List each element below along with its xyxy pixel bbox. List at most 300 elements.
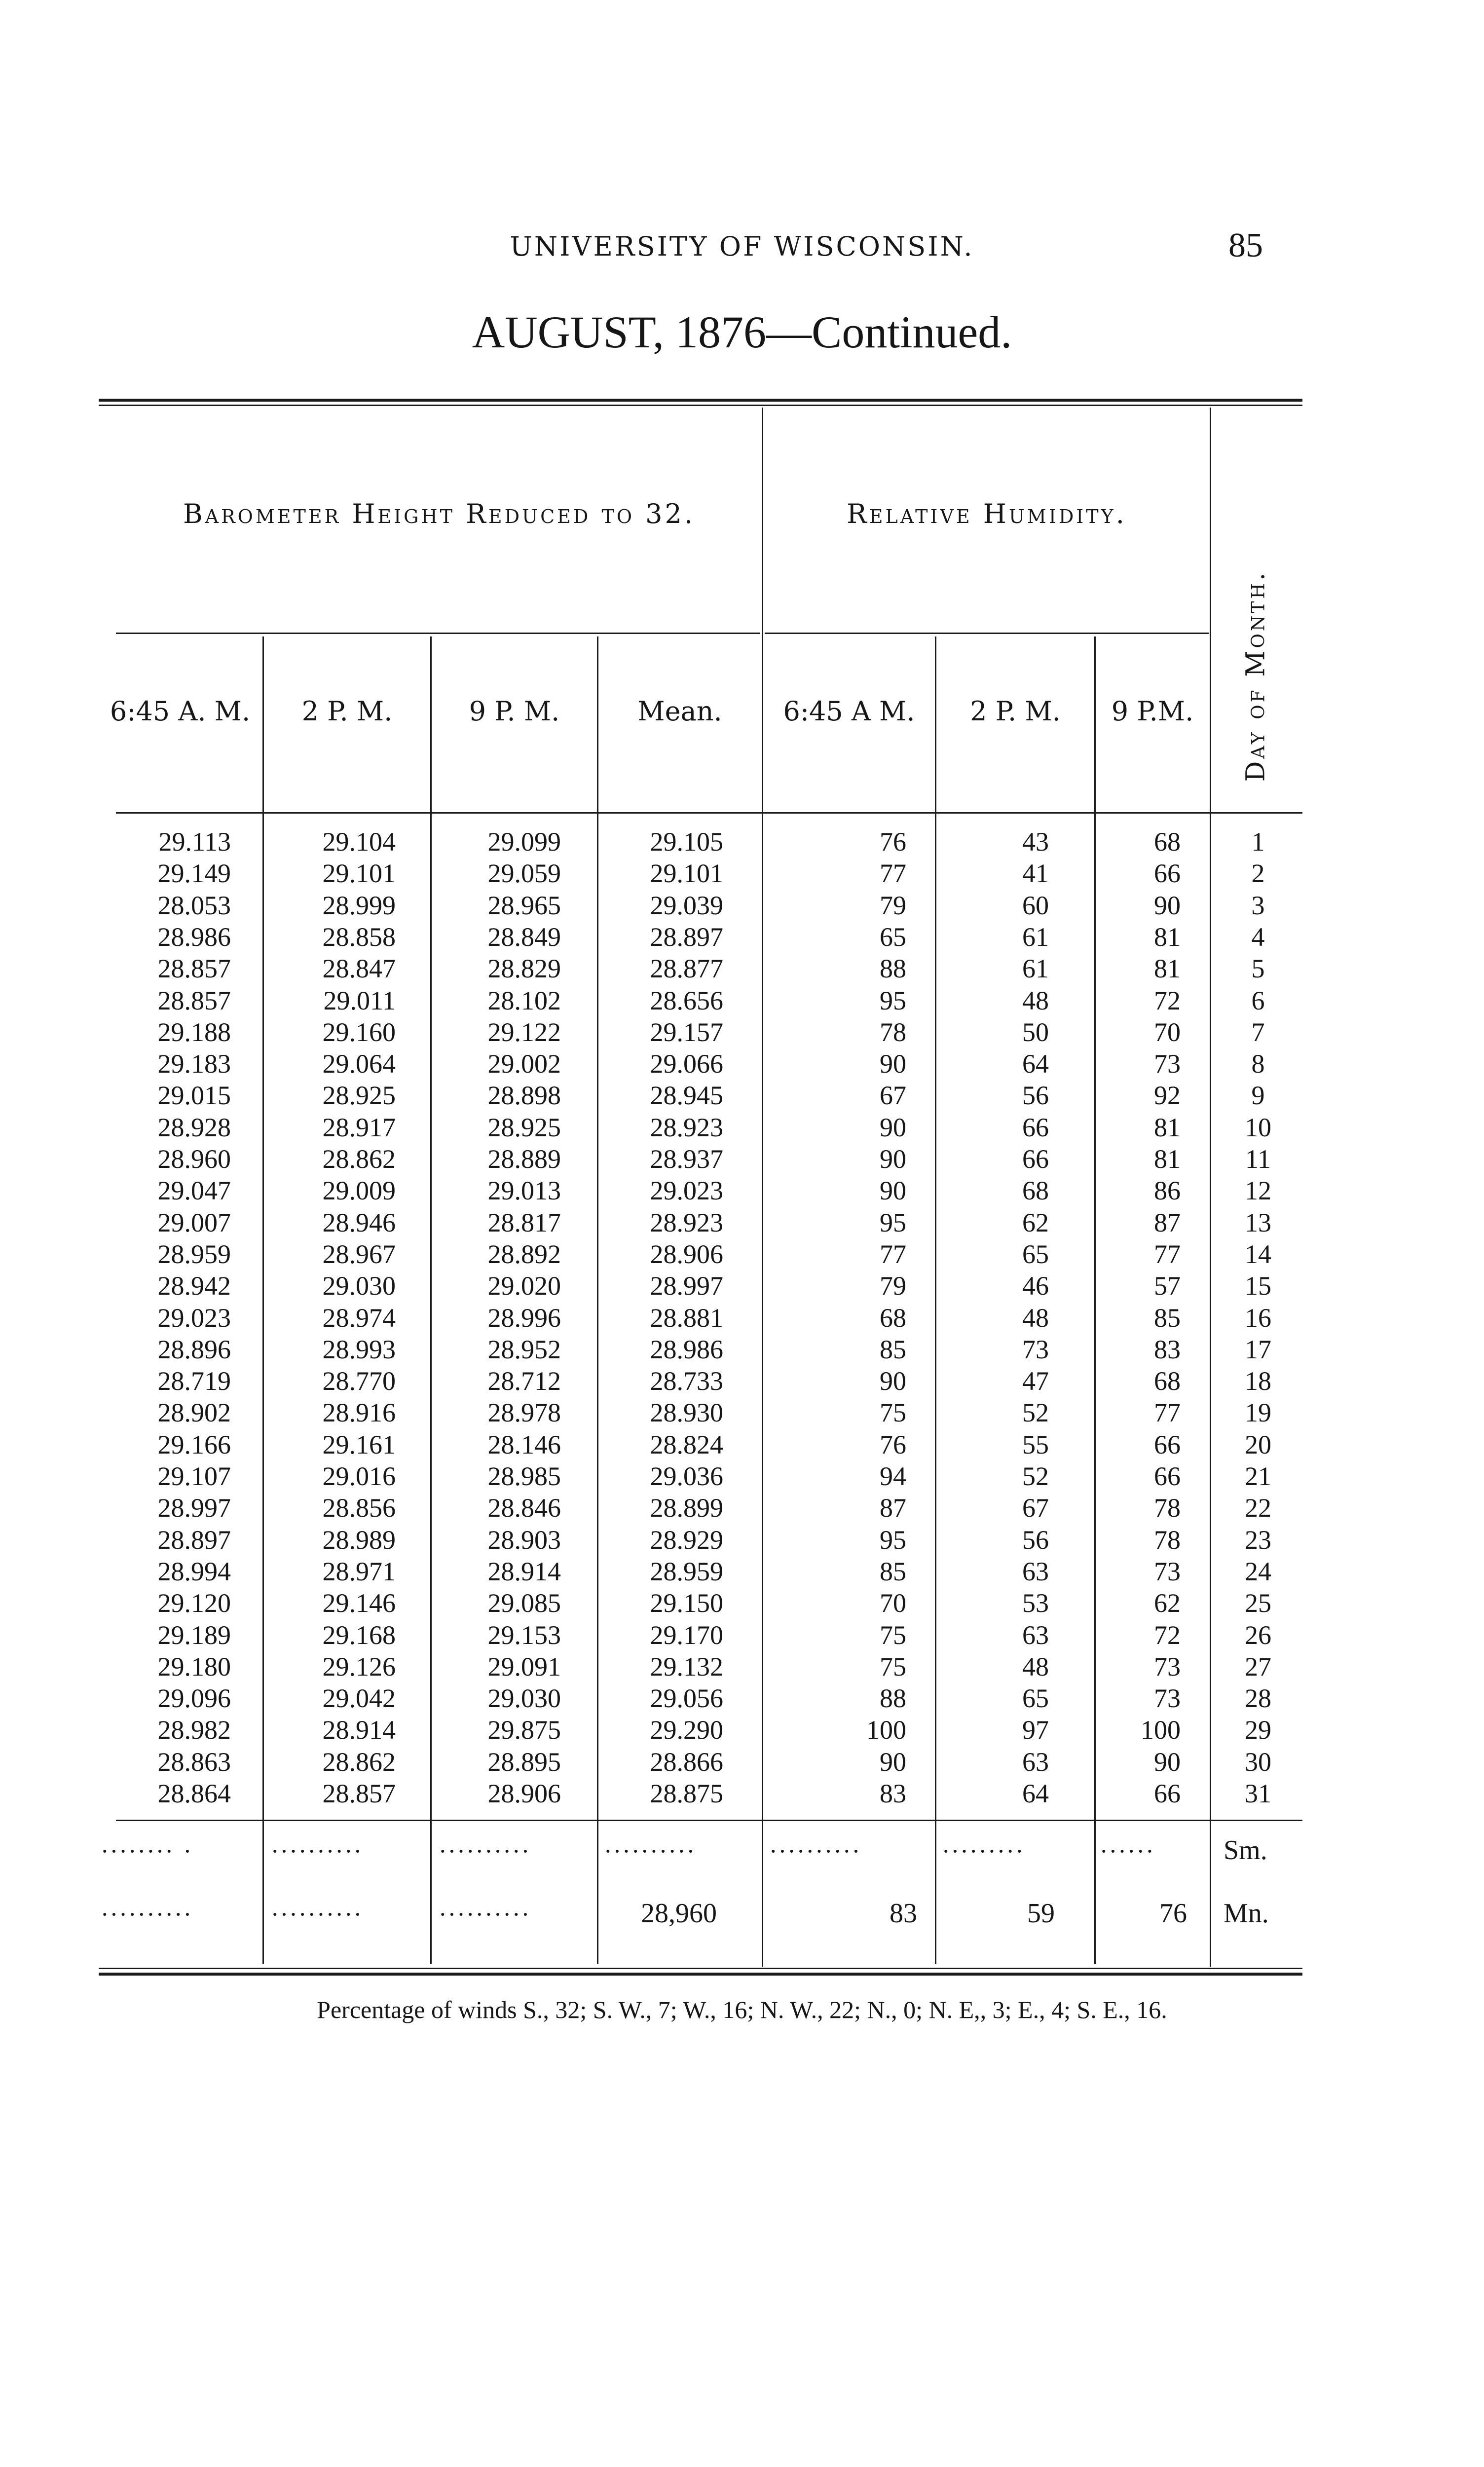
cell-baro-am: 29.183 [157,1049,231,1079]
cell-hum-am: 77 [880,859,906,889]
cell-baro-am: 28.857 [157,985,231,1015]
cell-hum-am: 88 [880,1683,906,1714]
col-hum-2pm: 2 P. M. [970,696,1061,727]
cell-baro-mean: 29.023 [650,1176,723,1206]
dot-leader: ·········· [271,1901,364,1928]
cell-hum-am: 67 [880,1081,906,1111]
cell-baro-2pm: 29.168 [322,1620,396,1650]
cell-baro-am: 28.982 [157,1715,231,1745]
cell-baro-am: 28.719 [157,1366,231,1396]
cell-baro-mean: 28.997 [650,1271,723,1301]
cell-hum-9pm: 78 [1154,1493,1181,1523]
cell-hum-9pm: 62 [1154,1588,1181,1618]
cell-day: 9 [1251,1081,1265,1111]
cell-baro-9pm: 28.898 [487,1081,561,1111]
cell-hum-9pm: 90 [1154,890,1181,920]
table-row [0,1556,1302,1587]
cell-baro-9pm: 28.817 [487,1207,561,1237]
table-row [0,1016,1302,1048]
cell-baro-am: 28.902 [157,1398,231,1428]
cell-hum-am: 79 [880,890,906,920]
cell-hum-am: 95 [880,1207,906,1237]
table-row [0,1334,1302,1365]
cell-hum-am: 70 [880,1588,906,1618]
table-row [0,858,1302,889]
table-row [0,1524,1302,1556]
cell-baro-2pm: 29.030 [322,1271,396,1301]
cell-hum-am: 100 [866,1715,906,1745]
cell-hum-am: 95 [880,985,906,1015]
cell-baro-9pm: 28.146 [487,1429,561,1459]
col-baro-mean: Mean. [637,696,722,727]
top-rule [99,399,1302,402]
cell-baro-2pm: 28.917 [322,1112,396,1142]
cell-baro-mean: 28.656 [650,985,723,1015]
cell-hum-2pm: 46 [1022,1271,1049,1301]
cell-baro-9pm: 29.875 [487,1715,561,1745]
cell-day: 23 [1245,1525,1271,1555]
table-row [0,1143,1302,1175]
cell-hum-9pm: 73 [1154,1651,1181,1682]
cell-hum-2pm: 63 [1022,1556,1049,1586]
cell-baro-am: 29.113 [158,827,231,857]
hum-subrule [765,633,1209,634]
cell-hum-2pm: 56 [1022,1525,1049,1555]
cell-hum-2pm: 60 [1022,890,1049,920]
cell-baro-9pm: 29.085 [487,1588,561,1618]
cell-baro-9pm: 28.906 [487,1779,561,1808]
cell-baro-2pm: 28.857 [322,1779,396,1808]
cell-baro-am: 28.863 [157,1747,231,1777]
cell-hum-am: 76 [880,1429,906,1459]
cell-baro-mean: 29.036 [650,1461,723,1491]
cell-hum-2pm: 43 [1022,827,1049,857]
cell-hum-9pm: 66 [1154,1429,1181,1459]
cell-baro-mean: 28.897 [650,922,723,952]
cell-hum-am: 90 [880,1747,906,1777]
cell-hum-am: 85 [880,1334,906,1364]
page-number: 85 [1228,226,1263,264]
cell-day: 31 [1245,1779,1271,1808]
cell-hum-2pm: 66 [1022,1112,1049,1142]
cell-baro-am: 28.986 [157,922,231,952]
cell-hum-9pm: 81 [1154,1112,1181,1142]
cell-hum-am: 75 [880,1651,906,1682]
table-row [0,826,1302,858]
cell-day: 19 [1245,1398,1271,1428]
cell-hum-am: 85 [880,1556,906,1586]
cell-baro-9pm: 28.965 [487,890,561,920]
cell-baro-am: 28.942 [157,1271,231,1301]
baro-mean-value: 28,960 [641,1898,717,1929]
dot-leader: ········ · [101,1838,193,1865]
cell-baro-2pm: 28.770 [322,1366,396,1396]
baro-subrule [116,633,760,634]
cell-baro-9pm: 29.020 [487,1271,561,1301]
cell-baro-9pm: 29.013 [487,1176,561,1206]
dot-leader: ·········· [439,1901,531,1928]
cell-baro-9pm: 28.996 [487,1303,561,1333]
cell-baro-2pm: 28.993 [322,1334,396,1364]
cell-baro-am: 29.023 [157,1303,231,1333]
col-baro-am: 6:45 A. M. [110,696,251,727]
table-row [0,921,1302,953]
cell-baro-am: 29.188 [157,1017,231,1047]
cell-day: 1 [1251,827,1265,857]
cell-baro-2pm: 29.160 [322,1017,396,1047]
cell-hum-am: 90 [880,1112,906,1142]
cell-baro-9pm: 28.889 [487,1144,561,1174]
cell-baro-mean: 28.930 [650,1398,723,1428]
cell-baro-9pm: 28.712 [487,1366,561,1396]
cell-hum-am: 90 [880,1176,906,1206]
cell-hum-9pm: 92 [1154,1081,1181,1111]
cell-hum-9pm: 73 [1154,1683,1181,1714]
cell-day: 28 [1245,1683,1271,1714]
cell-hum-2pm: 61 [1022,954,1049,984]
cell-hum-9pm: 81 [1154,954,1181,984]
cell-baro-am: 28.864 [157,1779,231,1808]
cell-baro-2pm: 28.967 [322,1239,396,1269]
cell-hum-am: 78 [880,1017,906,1047]
cell-day: 27 [1245,1651,1271,1682]
cell-hum-2pm: 73 [1022,1334,1049,1364]
cell-baro-mean: 28.881 [650,1303,723,1333]
cell-hum-2pm: 64 [1022,1049,1049,1079]
cell-baro-9pm: 28.846 [487,1493,561,1523]
cell-hum-am: 90 [880,1144,906,1174]
data-rule [116,1820,1302,1821]
cell-hum-9pm: 90 [1154,1747,1181,1777]
table-row [0,890,1302,921]
cell-baro-2pm: 28.974 [322,1303,396,1333]
cell-day: 15 [1245,1271,1271,1301]
cell-baro-9pm: 29.099 [487,827,561,857]
cell-baro-2pm: 29.064 [322,1049,396,1079]
cell-hum-am: 83 [880,1779,906,1808]
cell-hum-2pm: 63 [1022,1620,1049,1650]
cell-baro-mean: 28.899 [650,1493,723,1523]
cell-hum-9pm: 68 [1154,827,1181,857]
cell-baro-mean: 28.824 [650,1429,723,1459]
dot-leader: ·········· [439,1838,531,1865]
cell-hum-2pm: 97 [1022,1715,1049,1745]
col-baro-9pm: 9 P. M. [469,696,560,727]
cell-hum-2pm: 66 [1022,1144,1049,1174]
cell-baro-mean: 28.923 [650,1112,723,1142]
cell-day: 12 [1245,1176,1271,1206]
table-row [0,1048,1302,1080]
cell-hum-am: 95 [880,1525,906,1555]
cell-baro-am: 28.994 [157,1556,231,1586]
cell-day: 22 [1245,1493,1271,1523]
cell-hum-9pm: 73 [1154,1556,1181,1586]
cell-baro-mean: 29.157 [650,1017,723,1047]
cell-baro-9pm: 28.849 [487,922,561,952]
cell-hum-2pm: 67 [1022,1493,1049,1523]
sum-label: Sm. [1224,1835,1267,1866]
cell-baro-2pm: 28.856 [322,1493,396,1523]
cell-day: 6 [1251,985,1265,1015]
cell-day: 2 [1251,859,1265,889]
hum-2pm-mean: 59 [1027,1898,1055,1929]
table-row [0,1651,1302,1682]
table-row [0,1714,1302,1746]
cell-hum-2pm: 64 [1022,1779,1049,1808]
dot-leader: ·········· [101,1901,193,1928]
cell-baro-2pm: 29.146 [322,1588,396,1618]
cell-baro-mean: 29.056 [650,1683,723,1714]
cell-hum-2pm: 56 [1022,1081,1049,1111]
cell-baro-2pm: 28.914 [322,1715,396,1745]
table-row [0,1270,1302,1302]
cell-hum-9pm: 78 [1154,1525,1181,1555]
cell-baro-mean: 29.066 [650,1049,723,1079]
cell-baro-am: 28.959 [157,1239,231,1269]
cell-day: 17 [1245,1334,1271,1364]
table-row [0,1429,1302,1460]
cell-baro-9pm: 28.892 [487,1239,561,1269]
cell-baro-am: 28.897 [157,1525,231,1555]
mean-label: Mn. [1224,1898,1269,1929]
cell-hum-am: 77 [880,1239,906,1269]
table-row [0,1778,1302,1809]
table-row [0,1492,1302,1524]
cell-day: 24 [1245,1556,1271,1586]
hum-9pm-mean: 76 [1159,1898,1187,1929]
cell-baro-9pm: 29.153 [487,1620,561,1650]
cell-baro-am: 28.928 [157,1112,231,1142]
cell-baro-mean: 28.875 [650,1779,723,1808]
cell-hum-9pm: 86 [1154,1176,1181,1206]
cell-hum-9pm: 77 [1154,1239,1181,1269]
cell-hum-9pm: 66 [1154,1779,1181,1808]
cell-baro-9pm: 28.925 [487,1112,561,1142]
table-row [0,1080,1302,1111]
cell-hum-2pm: 61 [1022,922,1049,952]
cell-baro-mean: 28.986 [650,1334,723,1364]
cell-day: 25 [1245,1588,1271,1618]
cell-baro-2pm: 29.126 [322,1651,396,1682]
cell-hum-2pm: 50 [1022,1017,1049,1047]
cell-day: 13 [1245,1207,1271,1237]
dot-leader: ·········· [770,1838,862,1865]
cell-baro-mean: 29.105 [650,827,723,857]
cell-baro-9pm: 28.895 [487,1747,561,1777]
cell-hum-2pm: 41 [1022,859,1049,889]
cell-baro-mean: 29.132 [650,1651,723,1682]
cell-baro-mean: 28.866 [650,1747,723,1777]
cell-day: 4 [1251,922,1265,952]
cell-day: 11 [1245,1144,1271,1174]
cell-hum-9pm: 100 [1141,1715,1181,1745]
cell-hum-2pm: 65 [1022,1683,1049,1714]
cell-hum-9pm: 70 [1154,1017,1181,1047]
cell-hum-2pm: 47 [1022,1366,1049,1396]
cell-hum-am: 75 [880,1398,906,1428]
table-row [0,1746,1302,1778]
cell-baro-am: 29.120 [157,1588,231,1618]
cell-baro-am: 29.015 [157,1081,231,1111]
cell-day: 20 [1245,1429,1271,1459]
cell-hum-9pm: 72 [1154,985,1181,1015]
cell-hum-9pm: 77 [1154,1398,1181,1428]
table-row [0,1175,1302,1206]
cell-hum-9pm: 81 [1154,922,1181,952]
day-of-month-header: Day of Month. [1241,570,1270,782]
cell-hum-2pm: 48 [1022,985,1049,1015]
cell-baro-mean: 29.150 [650,1588,723,1618]
cell-baro-am: 29.166 [157,1429,231,1459]
cell-baro-am: 29.096 [157,1683,231,1714]
cell-baro-2pm: 28.862 [322,1144,396,1174]
cell-baro-2pm: 28.916 [322,1398,396,1428]
cell-baro-am: 29.007 [157,1207,231,1237]
table-row [0,1587,1302,1619]
cell-hum-9pm: 87 [1154,1207,1181,1237]
cell-hum-2pm: 65 [1022,1239,1049,1269]
cell-day: 8 [1251,1049,1265,1079]
cell-hum-am: 76 [880,827,906,857]
cell-day: 10 [1245,1112,1271,1142]
cell-day: 26 [1245,1620,1271,1650]
humidity-header: Relative Humidity. [847,498,1127,529]
cell-baro-2pm: 29.009 [322,1176,396,1206]
cell-hum-9pm: 57 [1154,1271,1181,1301]
cell-hum-2pm: 48 [1022,1303,1049,1333]
cell-hum-9pm: 81 [1154,1144,1181,1174]
table-row [0,1460,1302,1492]
cell-hum-2pm: 48 [1022,1651,1049,1682]
cell-hum-2pm: 52 [1022,1398,1049,1428]
cell-hum-am: 88 [880,954,906,984]
cell-baro-2pm: 29.016 [322,1461,396,1491]
cell-day: 18 [1245,1366,1271,1396]
cell-baro-mean: 28.733 [650,1366,723,1396]
cell-baro-9pm: 29.002 [487,1049,561,1079]
cell-hum-2pm: 68 [1022,1176,1049,1206]
cell-baro-9pm: 28.914 [487,1556,561,1586]
table-row [0,1238,1302,1270]
cell-hum-2pm: 63 [1022,1747,1049,1777]
cell-baro-am: 28.053 [157,890,231,920]
cell-baro-2pm: 28.989 [322,1525,396,1555]
cell-hum-9pm: 68 [1154,1366,1181,1396]
cell-hum-9pm: 72 [1154,1620,1181,1650]
cell-baro-am: 28.896 [157,1334,231,1364]
cell-baro-2pm: 28.925 [322,1081,396,1111]
cell-hum-2pm: 62 [1022,1207,1049,1237]
cell-baro-2pm: 29.011 [323,985,396,1015]
cell-hum-am: 90 [880,1049,906,1079]
cell-day: 30 [1245,1747,1271,1777]
cell-baro-9pm: 28.102 [487,985,561,1015]
cell-baro-am: 29.107 [157,1461,231,1491]
dot-leader: ·········· [271,1838,364,1865]
table-row [0,1397,1302,1428]
cell-baro-9pm: 28.829 [487,954,561,984]
hum-am-mean: 83 [890,1898,917,1929]
cell-baro-9pm: 28.985 [487,1461,561,1491]
cell-hum-9pm: 66 [1154,1461,1181,1491]
cell-baro-9pm: 28.978 [487,1398,561,1428]
dot-leader: ········· [942,1838,1025,1865]
cell-hum-9pm: 66 [1154,859,1181,889]
cell-baro-am: 28.997 [157,1493,231,1523]
cell-day: 5 [1251,954,1265,984]
table-row [0,953,1302,984]
cell-baro-am: 29.180 [157,1651,231,1682]
cell-hum-am: 90 [880,1366,906,1396]
cell-baro-am: 29.149 [157,859,231,889]
cell-baro-2pm: 29.104 [322,827,396,857]
page-title: AUGUST, 1876—Continued. [472,307,1012,357]
cell-baro-9pm: 28.952 [487,1334,561,1364]
cell-hum-9pm: 83 [1154,1334,1181,1364]
cell-baro-mean: 29.170 [650,1620,723,1650]
cell-baro-mean: 29.039 [650,890,723,920]
cell-baro-9pm: 29.030 [487,1683,561,1714]
table-row [0,1682,1302,1714]
cell-baro-mean: 28.923 [650,1207,723,1237]
cell-baro-mean: 29.101 [650,859,723,889]
top-rule-thin [99,405,1302,406]
cell-baro-am: 29.047 [157,1176,231,1206]
cell-hum-am: 79 [880,1271,906,1301]
table-row [0,1302,1302,1334]
cell-baro-2pm: 28.847 [322,954,396,984]
header-rule [116,812,1302,814]
cell-day: 3 [1251,890,1265,920]
cell-baro-2pm: 28.946 [322,1207,396,1237]
cell-day: 14 [1245,1239,1271,1269]
cell-day: 16 [1245,1303,1271,1333]
dot-leader: ·········· [604,1838,697,1865]
cell-baro-2pm: 28.858 [322,922,396,952]
table-row [0,1207,1302,1238]
cell-baro-mean: 28.877 [650,954,723,984]
running-head: UNIVERSITY OF WISCONSIN. [510,231,974,262]
cell-hum-2pm: 52 [1022,1461,1049,1491]
bottom-rule-thick [99,1973,1302,1976]
cell-day: 29 [1245,1715,1271,1745]
dot-leader: ······ [1100,1838,1155,1865]
col-hum-am: 6:45 A M. [783,696,915,727]
cell-baro-2pm: 28.971 [322,1556,396,1586]
table-row [0,1619,1302,1651]
cell-baro-mean: 28.929 [650,1525,723,1555]
col-hum-9pm: 9 P.M. [1111,696,1194,727]
cell-hum-am: 75 [880,1620,906,1650]
cell-baro-am: 28.960 [157,1144,231,1174]
cell-hum-am: 68 [880,1303,906,1333]
cell-baro-am: 28.857 [157,954,231,984]
table-row [0,985,1302,1016]
cell-baro-2pm: 29.042 [322,1683,396,1714]
cell-hum-9pm: 85 [1154,1303,1181,1333]
cell-baro-2pm: 28.999 [322,890,396,920]
cell-baro-9pm: 29.122 [487,1017,561,1047]
cell-baro-mean: 29.290 [650,1715,723,1745]
cell-baro-2pm: 29.161 [322,1429,396,1459]
cell-hum-2pm: 55 [1022,1429,1049,1459]
cell-baro-mean: 28.959 [650,1556,723,1586]
cell-day: 7 [1251,1017,1265,1047]
wind-percentage-note: Percentage of winds S., 32; S. W., 7; W., 16; N. W., 22; N., 0; N. E,, 3; E., 4; S. E., 16. [317,1996,1167,2023]
cell-baro-9pm: 28.903 [487,1525,561,1555]
cell-baro-am: 29.189 [157,1620,231,1650]
cell-baro-mean: 28.906 [650,1239,723,1269]
